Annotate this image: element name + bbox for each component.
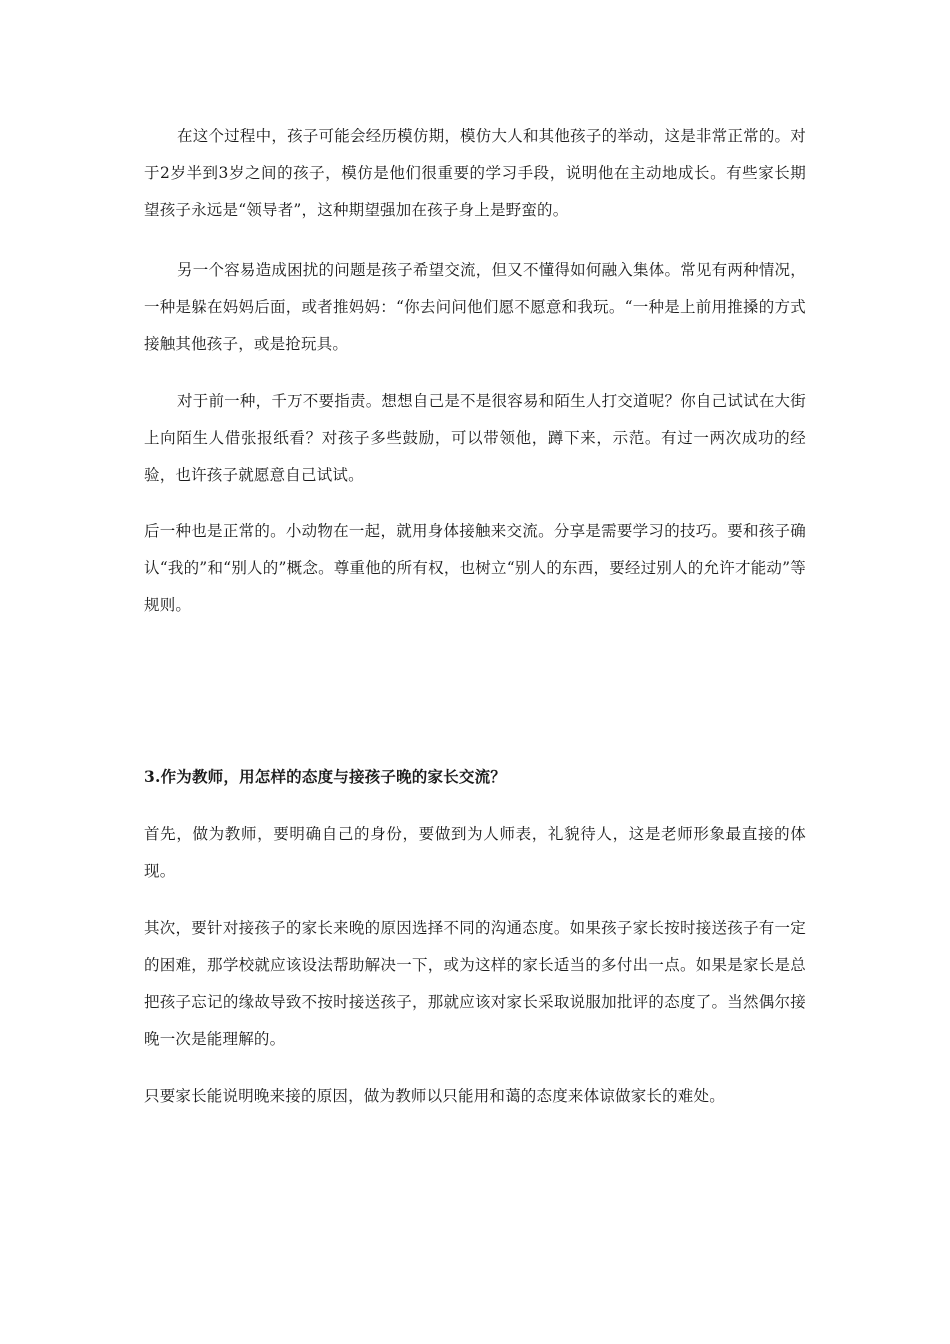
paragraph-first: 首先，做为教师，要明确自己的身份，要做到为人师表，礼貌待人，这是老师形象最直接的体现。 (144, 825, 806, 880)
paragraph-communication-problem: 另一个容易造成困扰的问题是孩子希望交流，但又不懂得如何融入集体。常见有两种情况，一种是躲在妈妈后面，或者推妈妈：“你去问问他们愿不愿意和我玩。“一种是上前用推搡的方式接触其他孩子，或是抢玩具。 (144, 261, 806, 353)
section-heading-teacher-attitude: 3.作为教师，用怎样的态度与接孩子晚的家长交流？ (144, 767, 506, 786)
paragraph-third: 只要家长能说明晚来接的原因，做为教师以只能用和蔼的态度来体谅做家长的难处。 (144, 1087, 725, 1105)
paragraph-imitation-period: 在这个过程中，孩子可能会经历模仿期，模仿大人和其他孩子的举动，这是非常正常的。对于2岁半到3岁之间的孩子，模仿是他们很重要的学习手段，说明他在主动地成长。有些家长期望孩子永远是“领导者”，这种期望强加在孩子身上是野蛮的。 (144, 127, 806, 219)
paragraph-second-case: 后一种也是正常的。小动物在一起，就用身体接触来交流。分享是需要学习的技巧。要和孩子确认“我的”和“别人的”概念。尊重他的所有权，也树立“别人的东西，要经过别人的允许才能动”等规则。 (144, 522, 806, 614)
paragraph-first-case: 对于前一种，千万不要指责。想想自己是不是很容易和陌生人打交道呢？你自己试试在大街上向陌生人借张报纸看？对孩子多些鼓励，可以带领他，蹲下来，示范。有过一两次成功的经验，也许孩子就愿意自己试试。 (144, 392, 806, 484)
document-page (144, 0, 806, 1344)
paragraph-second: 其次，要针对接孩子的家长来晚的原因选择不同的沟通态度。如果孩子家长按时接送孩子有一定的困难，那学校就应该设法帮助解决一下，或为这样的家长适当的多付出一点。如果是家长是总把孩子忘记的缘故导致不按时接送孩子，那就应该对家长采取说服加批评的态度了。当然偶尔接晚一次是能理解的。 (144, 919, 806, 1048)
